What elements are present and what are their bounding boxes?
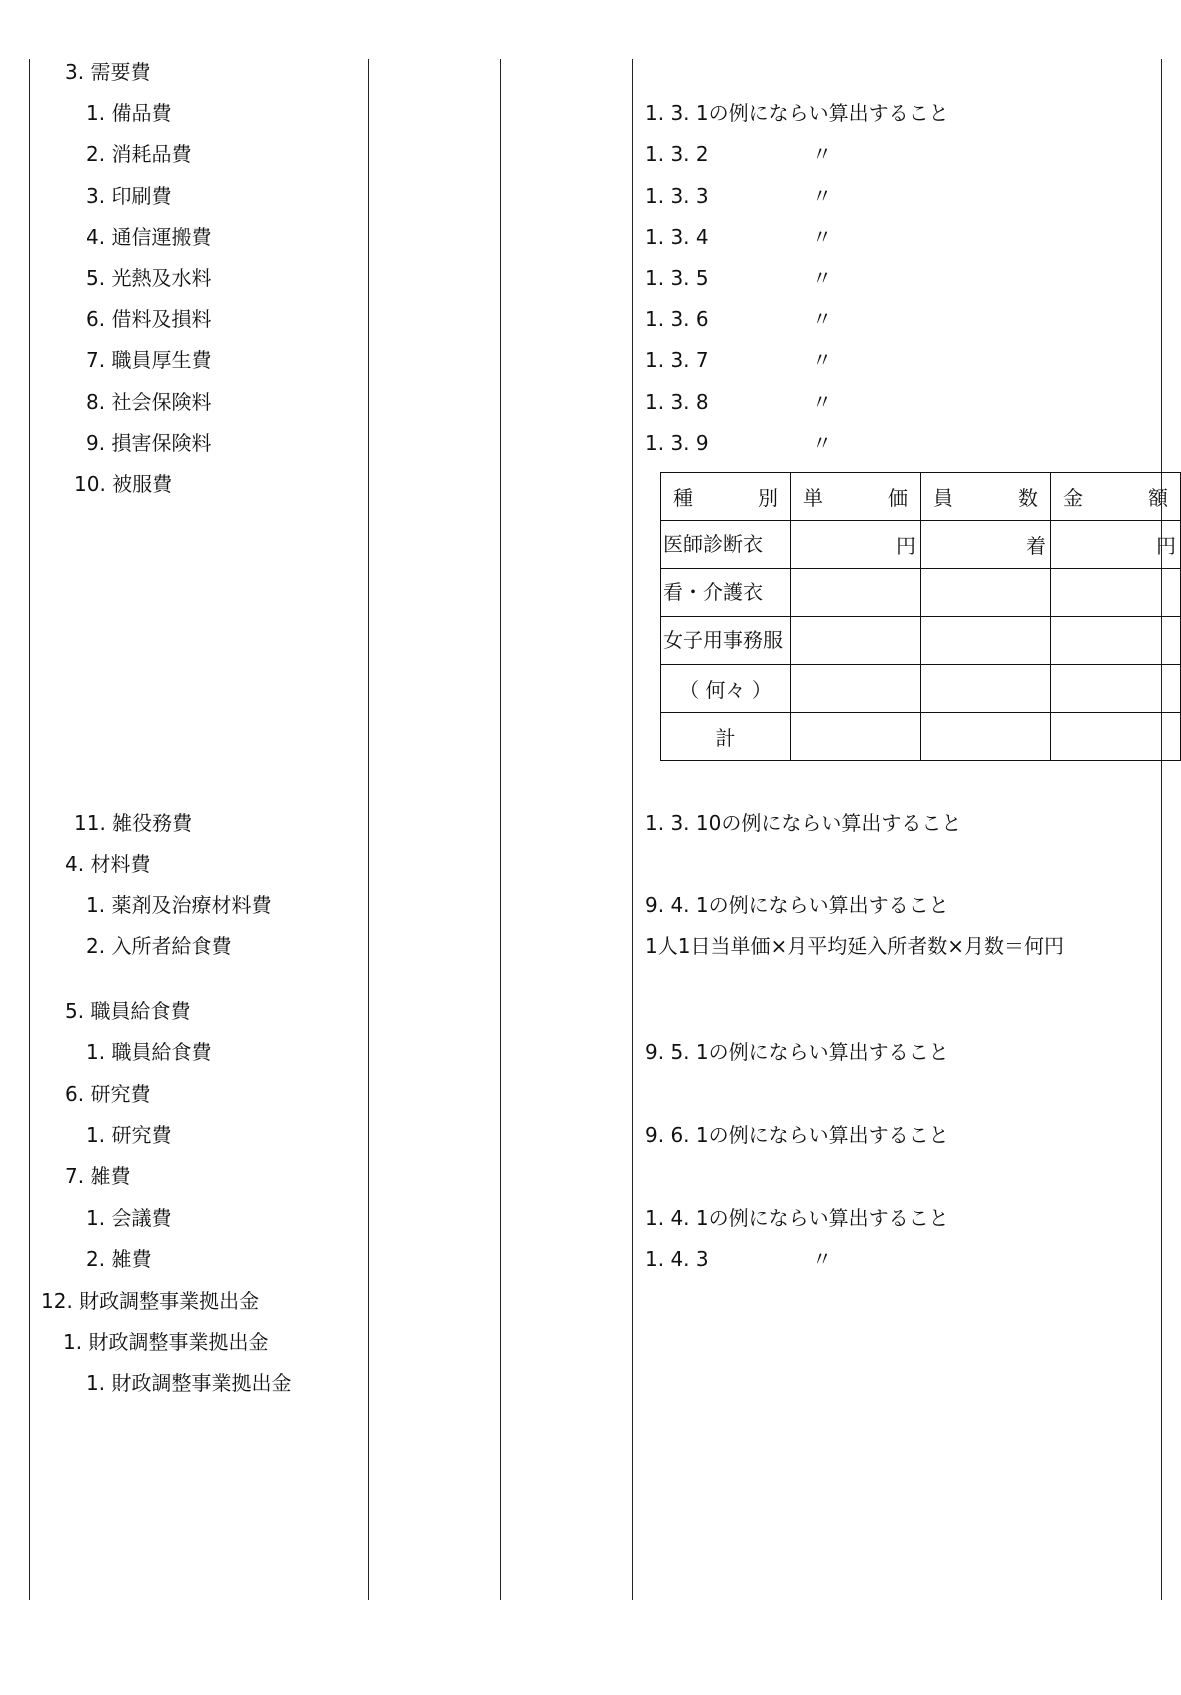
note: 1人1日当単価×月平均延入所者数×月数＝何円 — [645, 934, 1064, 958]
note: 1. 3. 2 — [645, 142, 709, 166]
table-cell — [1051, 713, 1181, 761]
note: 1. 4. 3 — [645, 1247, 709, 1271]
uniform-cost-table — [660, 472, 1181, 761]
column-rule-2 — [368, 59, 369, 1600]
item: 1. 薬剤及治療材料費 — [86, 893, 272, 917]
ditto-mark: 〃 — [812, 266, 832, 290]
note: 9. 4. 1の例にならい算出すること — [645, 893, 949, 917]
item-heading: 3. 需要費 — [65, 60, 151, 84]
table-row — [661, 665, 1181, 713]
item: 11. 雑役務費 — [74, 811, 193, 835]
item: 1. 備品費 — [86, 101, 172, 125]
ditto-mark: 〃 — [812, 142, 832, 166]
item: 7. 職員厚生費 — [86, 348, 212, 372]
ditto-mark: 〃 — [812, 307, 832, 331]
note: 9. 5. 1の例にならい算出すること — [645, 1040, 949, 1064]
item: 4. 通信運搬費 — [86, 225, 212, 249]
table-cell — [921, 713, 1051, 761]
item-heading: 7. 雑費 — [65, 1164, 131, 1188]
item: 1. 職員給食費 — [86, 1040, 212, 1064]
column-rule-3 — [500, 59, 501, 1600]
note: 1. 3. 9 — [645, 431, 709, 455]
note: 9. 6. 1の例にならい算出すること — [645, 1123, 949, 1147]
ditto-mark: 〃 — [812, 184, 832, 208]
table-cell: 円 — [1051, 521, 1181, 569]
header-cell: 種 別 — [661, 473, 791, 521]
item: 1. 会議費 — [86, 1206, 172, 1230]
note: 1. 3. 1の例にならい算出すること — [645, 101, 949, 125]
ditto-mark: 〃 — [812, 225, 832, 249]
note: 1. 4. 1の例にならい算出すること — [645, 1206, 949, 1230]
table-cell: （ 何々 ） — [661, 665, 791, 713]
item: 5. 光熱及水料 — [86, 266, 212, 290]
item-heading: 6. 研究費 — [65, 1082, 151, 1106]
column-rule-4 — [632, 59, 633, 1600]
column-rule-1 — [29, 59, 30, 1600]
table-cell: 計 — [661, 713, 791, 761]
table-cell — [791, 617, 921, 665]
item-top-heading: 12. 財政調整事業拠出金 — [41, 1289, 260, 1313]
note: 1. 3. 5 — [645, 266, 709, 290]
item: 8. 社会保険料 — [86, 390, 212, 414]
table-cell — [921, 617, 1051, 665]
note: 1. 3. 3 — [645, 184, 709, 208]
table-cell — [791, 665, 921, 713]
item: 2. 入所者給食費 — [86, 934, 232, 958]
table-header-row — [661, 473, 1181, 521]
table-cell: 医師診断衣 — [661, 521, 791, 569]
item-heading: 4. 材料費 — [65, 852, 151, 876]
table-cell: 看・介護衣 — [661, 569, 791, 617]
table-cell — [1051, 665, 1181, 713]
ditto-mark: 〃 — [812, 431, 832, 455]
ditto-mark: 〃 — [812, 1247, 832, 1271]
note: 1. 3. 10の例にならい算出すること — [645, 811, 962, 835]
table-cell — [791, 569, 921, 617]
table-cell — [921, 665, 1051, 713]
table-cell — [791, 713, 921, 761]
table-cell: 女子用事務服 — [661, 617, 791, 665]
note: 1. 3. 4 — [645, 225, 709, 249]
note: 1. 3. 8 — [645, 390, 709, 414]
item: 9. 損害保険料 — [86, 431, 212, 455]
table-row — [661, 569, 1181, 617]
note: 1. 3. 6 — [645, 307, 709, 331]
item-heading: 5. 職員給食費 — [65, 999, 191, 1023]
item: 2. 雑費 — [86, 1247, 152, 1271]
table-cell — [1051, 617, 1181, 665]
item-heading: 1. 財政調整事業拠出金 — [63, 1330, 269, 1354]
item: 1. 研究費 — [86, 1123, 172, 1147]
ditto-mark: 〃 — [812, 348, 832, 372]
item: 6. 借料及損料 — [86, 307, 212, 331]
table-cell: 着 — [921, 521, 1051, 569]
ditto-mark: 〃 — [812, 390, 832, 414]
item: 2. 消耗品費 — [86, 142, 192, 166]
note: 1. 3. 7 — [645, 348, 709, 372]
table-row — [661, 617, 1181, 665]
table-total-row — [661, 713, 1181, 761]
item: 3. 印刷費 — [86, 184, 172, 208]
table-cell — [1051, 569, 1181, 617]
column-rule-5 — [1161, 59, 1162, 1600]
item: 10. 被服費 — [74, 472, 173, 496]
table-row — [661, 521, 1181, 569]
header-cell: 単 価 — [791, 473, 921, 521]
header-cell: 員 数 — [921, 473, 1051, 521]
table-cell — [921, 569, 1051, 617]
item: 1. 財政調整事業拠出金 — [86, 1371, 292, 1395]
table-cell: 円 — [791, 521, 921, 569]
header-cell: 金 額 — [1051, 473, 1181, 521]
